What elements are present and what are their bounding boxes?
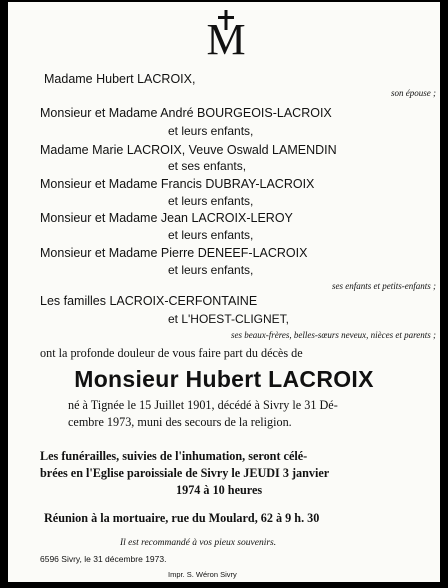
prayer-line: Il est recommandé à vos pieux souvenirs. bbox=[120, 538, 277, 548]
relation-extended: ses beaux-frères, belles-sœurs neveux, nièces et parents ; bbox=[230, 330, 436, 340]
announcement-line: ont la profonde douleur de vous faire part du décès de bbox=[40, 346, 303, 360]
obituary-card bbox=[8, 2, 440, 582]
birth-death-line-1: né à Tignée le 15 Juillet 1901, décédé à Sivry le 31 Dé- bbox=[68, 398, 338, 412]
family-line-2: Madame Marie LACROIX, Veuve Oswald LAMENDIN bbox=[40, 143, 337, 157]
relation-children: ses enfants et petits-enfants ; bbox=[332, 281, 436, 291]
deceased-name: Monsieur Hubert LACROIX bbox=[74, 366, 374, 392]
place-date-line: 6596 Sivry, le 31 décembre 1973. bbox=[40, 554, 167, 564]
families-line: Les familles LACROIX-CERFONTAINE bbox=[40, 294, 258, 308]
family-line-3b: et leurs enfants, bbox=[168, 194, 254, 208]
monogram-letter: M bbox=[206, 15, 246, 64]
printer-line: Impr. S. Wéron Sivry bbox=[168, 570, 237, 579]
family-line-3: Monsieur et Madame Francis DUBRAY-LACROIX bbox=[40, 177, 315, 191]
funeral-line-1: Les funérailles, suivies de l'inhumation, seront célé- bbox=[40, 449, 308, 463]
funeral-line-3: 1974 à 10 heures bbox=[176, 483, 263, 497]
family-line-1b: et leurs enfants, bbox=[168, 124, 254, 138]
relation-spouse: son épouse ; bbox=[391, 88, 436, 98]
families-line-b: et L'HOEST-CLIGNET, bbox=[168, 312, 289, 326]
family-line-5: Monsieur et Madame Pierre DENEEF-LACROIX bbox=[40, 246, 308, 260]
family-line-4: Monsieur et Madame Jean LACROIX-LEROY bbox=[40, 211, 293, 225]
birth-death-line-2: cembre 1973, muni des secours de la religion. bbox=[68, 415, 292, 429]
family-line-4b: et leurs enfants, bbox=[168, 228, 254, 242]
meeting-line: Réunion à la mortuaire, rue du Moulard, 62 à 9 h. 30 bbox=[44, 511, 320, 525]
family-line-2b: et ses enfants, bbox=[168, 159, 247, 173]
funeral-line-2: brées en l'Eglise paroissiale de Sivry le JEUDI 3 janvier bbox=[40, 466, 330, 480]
widow-line: Madame Hubert LACROIX, bbox=[44, 72, 196, 86]
family-line-5b: et leurs enfants, bbox=[168, 263, 254, 277]
family-line-1: Monsieur et Madame André BOURGEOIS-LACROIX bbox=[40, 106, 332, 120]
